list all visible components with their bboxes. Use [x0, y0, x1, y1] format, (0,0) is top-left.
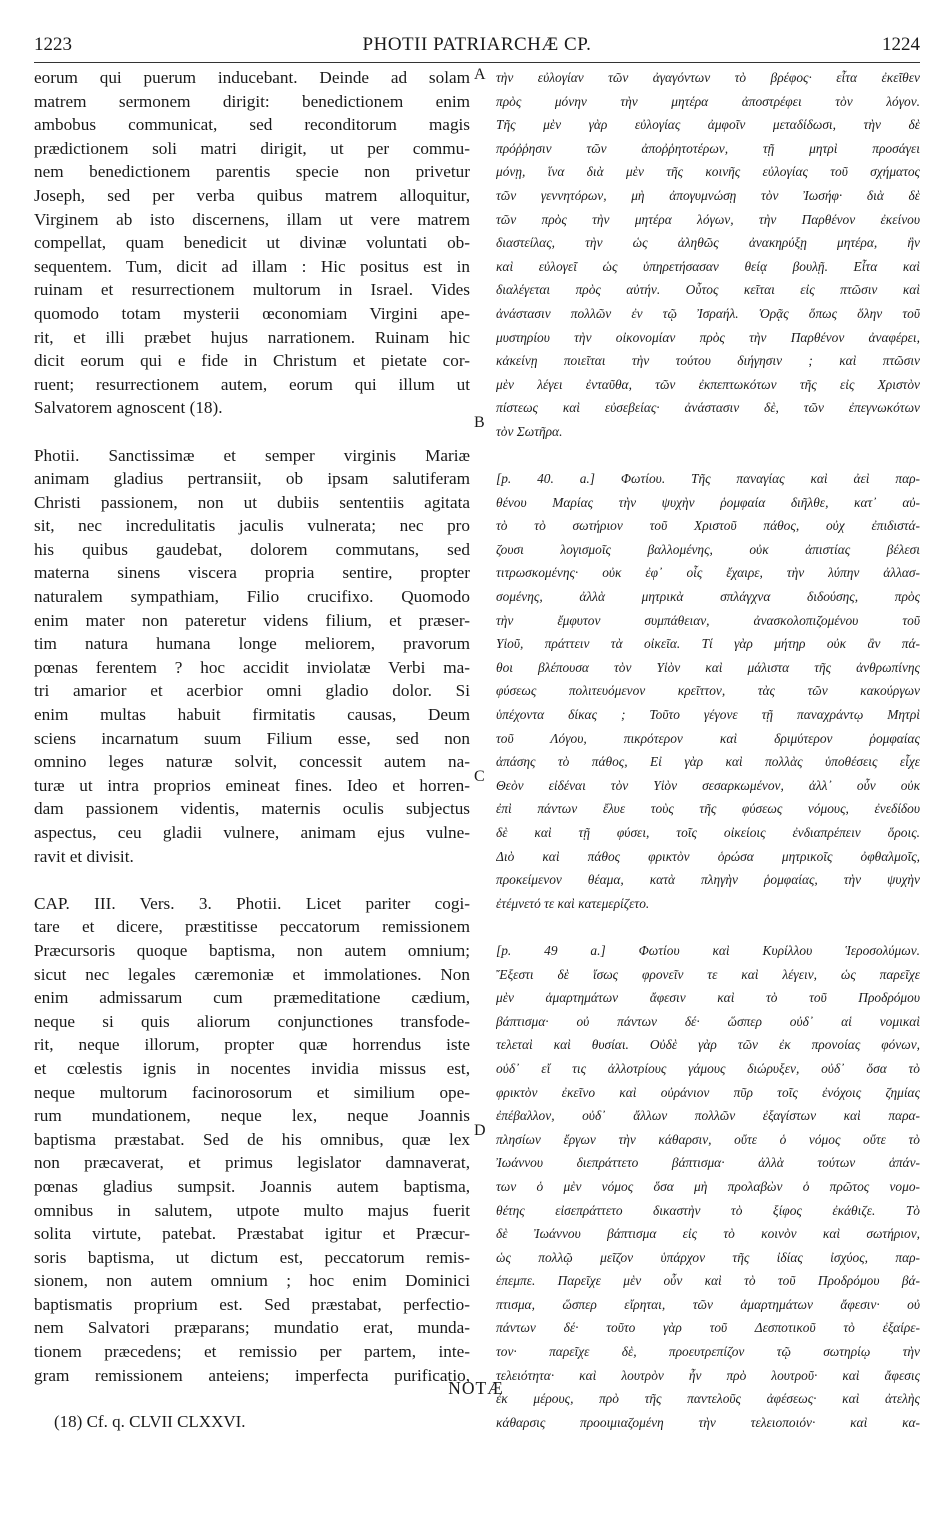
latin-text-line: CAP. III. Vers. 3. Photii. Licet pariter cogi-	[34, 893, 470, 913]
margin-letter-d: D	[474, 1122, 486, 1139]
greek-text-line: τον· παρεῖχε δὲ, προευτρεπίζον τῷ σωτηρίῳ τὴν	[496, 1344, 920, 1360]
latin-text-line: matrem sermonem dirigit: benedictionem enim	[34, 91, 470, 111]
latin-text-line: ravit et divisit.	[34, 846, 134, 866]
latin-text-line: turæ ut intra proprios emineat fines. Ideo et horren-	[34, 775, 470, 795]
greek-text-line: θοι βλέπουσα τὸν Υἱὸν καὶ μάλιστα τῆς ἀνθρωπίνης	[496, 659, 920, 675]
greek-text-line: πρὸς μόνην τὴν μητέρα ἀποστρέφει τὸν λόγον.	[496, 93, 920, 109]
greek-text-line: Διὸ καὶ πάθος φρικτὸν ὁρώσα μητρικοῖς ὀφθαλμοῖς,	[496, 848, 920, 864]
latin-text-line: rit, et illi præbet hujus narrationem. Ruinam hic	[34, 327, 470, 347]
greek-column	[496, 66, 920, 1434]
greek-text-line: τὸ τὸ σωτήριον τοῦ Χριστοῦ πάθος, οὐχ ἐπιδιστά-	[496, 518, 920, 534]
margin-letter-a: A	[474, 66, 486, 83]
greek-text-line: φρικτὸν ἐκεῖνο καὶ οὐράνιον πῦρ τοῖς ἐνόχοις ζημίας	[496, 1084, 920, 1100]
greek-text-line: τὴν εὐλογίαν τῶν ἀγαγόντων τὸ βρέφος· εἶτα ἐκεῖθεν	[496, 70, 920, 85]
latin-text-line: sionem, non autem omnium ; hoc enim Dominici	[34, 1271, 470, 1291]
latin-text-line: enim mater non pateretur videns filium, et præser-	[34, 610, 470, 630]
margin-letter-c: C	[474, 768, 485, 785]
greek-text-line: δὲ καὶ τῇ φύσει, τοῖς οἰκείοις ἐνδιαπρέπειν ὅροις.	[496, 825, 920, 840]
greek-text-line: έπεμπε. Παρεῖχε μὲν οὖν καὶ τὸ τοῦ Προδρόμου βά-	[496, 1273, 920, 1289]
latin-text-line: neque si quis aliorum conjunctiones transfode-	[34, 1011, 470, 1031]
greek-text-line: Τῆς μὲν γὰρ εὐλογίας ἀμφοῖν μεταδίδωσι, τὴν δὲ	[496, 117, 920, 133]
greek-text-line: τιτρωσκομένης· οὐκ ἐφ᾿ οἷς ἔχαιρε, τὴν λύπην ἀλλασ-	[496, 565, 920, 581]
latin-text-line: animam gladius pertransiit, ob ipsam salutiferam	[34, 469, 470, 489]
latin-text-line: materna sinens viscera propria sentire, propter	[34, 563, 470, 583]
greek-text-line: ἁπάσης τὸ πάθος, Εἰ γὰρ καὶ πολλὰς ὑποθέσεις εἶχε	[496, 754, 920, 770]
greek-text-line: διαστείλας, τὴν ὡς ἀληθῶς ἀνακηρύξῃ μητέρα, ἣν	[496, 235, 920, 251]
latin-text-line: sit, nec incredulitatis jaculis vulnerata; nec pro	[34, 516, 470, 536]
greek-text-line: ἀνάστασιν πολλῶν ἐν τῷ Ἰσραήλ. Ὁρᾷς ὅπως ὅλην τοῦ	[496, 305, 920, 321]
latin-text-line: tri amarior et acerbior omni gladio dolor. Si	[34, 681, 470, 701]
greek-text-line: προκείμενον θέαμα, κατὰ πληγὴν ῥομφαίας, τὴν ψυχὴν	[496, 872, 920, 888]
greek-text-line: τοῦ Λόγου, πικρότερον καὶ δριμύτερον ῥομφαίας	[496, 730, 920, 746]
paragraph-gap	[34, 868, 470, 892]
latin-text-line: Salvatorem agnoscent (18).	[34, 398, 223, 418]
latin-text-line: compellat, quam benedicit ut divinæ voluntati ob-	[34, 233, 470, 253]
latin-text-line: Joseph, sed per verba quibus matrem alloquitur,	[34, 185, 470, 205]
greek-text-line: κάθαρσις προοιμιαζομένη τὴν τελειοποιόν· καὶ κα-	[496, 1414, 920, 1430]
latin-text-line: prædictionem soli matri dirigit, ut per commu-	[34, 138, 470, 158]
latin-text-line: tim natura humana longe meliorem, pravorum	[34, 634, 470, 654]
latin-text-line: gram remissionem anteiens; imperfecta purificatio,	[34, 1365, 470, 1385]
paragraph-gap	[496, 915, 920, 939]
greek-text-line: ἐπέβαλλον, οὐδ᾿ ἄλλων πολλῶν ἐξαγίστων καὶ παρα-	[496, 1108, 920, 1124]
greek-text-line: τῶν πρὸς τὴν μητέρα λόγων, τὴν Παρθένον ἐκείνου	[496, 211, 920, 227]
greek-text-line: πίστεως καὶ εὐσεβείας· ἀνάστασιν δὲ, τῶν ἐπεγνωκότων	[496, 400, 920, 416]
page-header	[34, 34, 920, 60]
latin-text-line: sciens incarnatum suum Filium esse, sed non	[34, 728, 470, 748]
greek-text-line: Ἔξεστι δὲ ἴσως φρονεῖν τε καὶ λέγειν, ὡς παρεῖχε	[496, 966, 920, 982]
latin-text-line: eorum qui puerum inducebant. Deinde ad solam	[34, 68, 470, 87]
latin-text-line: naturalem sympathiam, Filio crucifixo. Quomodo	[34, 587, 470, 607]
page-number-right: 1224	[882, 34, 920, 55]
latin-text-line: sicut nec legales cæremoniæ et immolationes. Non	[34, 964, 470, 984]
latin-text-line: Virginem ab isto discernens, illam ut vere matrem	[34, 209, 470, 229]
page-number-left: 1223	[34, 34, 72, 55]
latin-text-line: ambobus communicat, sed reconditorum magis	[34, 115, 470, 135]
paragraph-gap	[496, 444, 920, 468]
greek-text-line: [p. 40. a.] Φωτίου. Τῆς παναγίας καὶ ἀεὶ παρ-	[496, 471, 920, 487]
latin-text-line: pœnas ferentem ? hoc accidit inviolatæ Verbi ma-	[34, 657, 470, 677]
latin-text-line: dicit eorum qui e fide in Christum et pietate cor-	[34, 351, 470, 371]
latin-text-line: baptismatis proprium est. Sed præstabat, perfectio-	[34, 1294, 470, 1314]
latin-text-line: non præcaverat, et primus legislator damnaverat,	[34, 1153, 470, 1173]
latin-text-line: enim multas habuit firmitatis causas, Deum	[34, 705, 470, 725]
greek-text-line: καὶ εὐλογεῖ ὡς ὑπηρετήσασαν θείᾳ βουλῇ. Εἶτα καὶ	[496, 258, 920, 274]
latin-text-line: omnino leges naturæ solvit, concessit autem na-	[34, 752, 470, 772]
greek-text-line: ὑπέχοντα δίκας ; Τοῦτο γέγονε τῇ παναχράντῳ Μητρὶ	[496, 707, 920, 723]
latin-text-line: baptisma præstabat. Sed de his omnibus, quæ lex	[34, 1129, 470, 1149]
latin-text-line: ruinam et resurrectionem multorum in Israel. Vides	[34, 280, 470, 300]
greek-text-line: τὴν ἔμφυτον συμπάθειαν, ἀνασκολοπιζομένου τοῦ	[496, 612, 920, 628]
notes-title: NOTÆ	[448, 1378, 504, 1398]
greek-text-line: Υἱοῦ, πράττειν τὰ οἰκεῖα. Τί γὰρ μήτηρ οὐκ ἂν πά-	[496, 636, 920, 652]
greek-text-line: πάντων δέ· τοῦτο γὰρ τοῦ Δεσποτικοῦ τὸ ἐξαίρε-	[496, 1320, 920, 1336]
greek-text-line: ὡς πολλῷ μεῖζον ὑπάρχον τῆς ἰδίας ἰσχύος, παρ-	[496, 1249, 920, 1265]
latin-text-line: pœnas gladius sumpsit. Joannis autem baptisma,	[34, 1176, 470, 1196]
greek-text-line: πτισμα, ὥσπερ εἴρηται, τῶν ἁμαρτημάτων ἄφεσιν· οὐ	[496, 1296, 920, 1312]
header-rule	[34, 62, 920, 63]
greek-text-line: ζουσι λογισμοῖς βαλλομένης, οὐκ ἀπιστίας βέλεσι	[496, 541, 920, 557]
greek-text-line: μυστηρίου τὴν οἰκονομίαν πρὸς τὴν Παρθένον ἀναφέρει,	[496, 329, 920, 345]
greek-text-line: ἐτέμνετό τε καὶ κατεμερίζετο.	[496, 895, 650, 911]
greek-text-line: μόνῃ, ἵνα διὰ μὲν τῆς κοινῆς εὐλογίας τοῦ σχήματος	[496, 164, 920, 180]
greek-text-line: φύσεως πολιτευόμενον κρεῖττον, τὰς τῶν κακούργων	[496, 683, 920, 699]
latin-text-line: soris baptisma, ut dictum est, peccatorum remis-	[34, 1247, 470, 1267]
greek-text-line: οὐδ᾿ εἴ τις ἀλλοτρίους γάμους διώρυξεν, οὐδ᾿ ὅσα τὸ	[496, 1060, 920, 1076]
greek-text-line: θέτης εἰσεπράττετο δικαστὴν τὸ ξίφος ἐκάθιζε. Τὸ	[496, 1202, 920, 1218]
latin-text-line: rum mundationem, neque lex, neque Joannis	[34, 1106, 470, 1126]
greek-text-line: μὲν λέγει ἐνταῦθα, τῶν ἐκπεπτωκότων τῆς εἰς Χριστὸν	[496, 376, 920, 392]
greek-text-line: των ὁ μὲν νόμος ὅσα μὴ προλαβὼν ὁ πρῶτος νομο-	[496, 1178, 920, 1194]
greek-text-line: Θεὸν εἰδέναι τὸν Υἱὸν σεσαρκωμένον, ἀλλ᾿ οὖν οὐκ	[496, 777, 920, 793]
greek-text-line: τῶν γεννητόρων, μὴ ἀπογυμνώσῃ τὸν Ἰωσήφ· διὰ δὲ	[496, 187, 920, 203]
latin-column	[34, 66, 470, 1387]
latin-text-line: tionem præcedens; et remissio per partem, inte-	[34, 1342, 470, 1362]
greek-text-line: [p. 49 a.] Φωτίου καὶ Κυρίλλου Ἱεροσολύμων.	[496, 942, 920, 958]
greek-text-line: κἀκείνῃ ποιεῖται τὴν τούτου διήγησιν ; καὶ πτῶσιν	[496, 353, 920, 369]
latin-text-line: ruent; resurrectionem autem, eorum qui illum ut	[34, 374, 470, 394]
latin-text-line: tare et dicere, præstitisse peccatorum remissionem	[34, 917, 470, 937]
latin-text-line: Christi passionem, non ut dubiis sententiis agitata	[34, 492, 470, 512]
greek-text-line: τελεταὶ καὶ θυσίαι. Οὐδὲ γὰρ τῶν ἐκ προνοίας φόνων,	[496, 1037, 920, 1053]
greek-text-line: θένου Μαρίας τὴν ψυχὴν ῥομφαία διῆλθε, κατ᾿ αὐ-	[496, 494, 920, 510]
greek-text-line: μὲν ἁμαρτημάτων ἄφεσιν καὶ τὸ τοῦ Προδρόμου	[496, 990, 920, 1006]
latin-text-line: et cœlestis ignis in nocentes invidia missus est,	[34, 1058, 470, 1078]
greek-text-line: ἐκ μέρους, πρὸ τῆς παντελοῦς ἀφέσεως· καὶ ἀτελὴς	[496, 1391, 920, 1407]
latin-text-line: dam passionem videntis, maternis oculis subjectus	[34, 799, 470, 819]
latin-text-line: nem Salvatori præparans; mundatio erat, munda-	[34, 1318, 470, 1338]
latin-text-line: nem benedictionem parentis specie non privetur	[34, 162, 470, 182]
greek-text-line: τελειότητα· καὶ λουτρὸν ἦν πρὸ λουτροῦ· καὶ ἄφεσις	[496, 1367, 920, 1383]
greek-text-line: σομένης, ἀλλὰ μητρικὰ σπλάγχνα διδούσης, πρὸς	[496, 589, 920, 605]
latin-text-line: aspectus, ceu gladii vulnere, animam ejus vulne-	[34, 823, 470, 842]
greek-text-line: Ἰωάννου διεπράττετο βάπτισμα· ἀλλὰ τούτων ἁπάν-	[496, 1155, 920, 1171]
latin-text-line: omnibus in salutem, utpote multo majus fuerit	[34, 1200, 470, 1220]
greek-text-line: πρόῤῥησιν τῶν ἀποῤῥητοτέρων, τῇ μητρὶ προσάγει	[496, 140, 920, 156]
greek-text-line: τὸν Σωτῆρα.	[496, 423, 563, 439]
latin-text-line: solita virtute, patebat. Præstabat igitur et Præcur-	[34, 1224, 470, 1244]
running-title: PHOTII PATRIARCHÆ CP.	[362, 34, 592, 55]
paragraph-gap	[34, 420, 470, 444]
margin-letter-b: B	[474, 414, 485, 431]
latin-text-line: Præcursoris quoque baptisma, non autem omnium;	[34, 940, 470, 960]
footnote: (18) Cf. q. CLVII CLXXVI.	[54, 1412, 246, 1431]
latin-text-line: his quibus gaudebat, dolorem commutans, sed	[34, 539, 470, 559]
latin-text-line: neque multorum facinorosorum et similium ope-	[34, 1082, 470, 1102]
greek-text-line: διαλέγεται πρὸς αὐτήν. Οὗτος κεῖται εἰς πτῶσιν καὶ	[496, 282, 920, 298]
greek-text-line: ἐπὶ πάντων ἔλυε τοὺς τῆς φύσεως νόμους, ἐνεδίδου	[496, 801, 920, 817]
latin-text-line: Photii. Sanctissimæ et semper virginis Mariæ	[34, 445, 470, 465]
latin-text-line: enim admissarum cum præmeditatione cædium,	[34, 988, 470, 1008]
latin-text-line: rit, neque illorum, propter quæ horrendus iste	[34, 1035, 470, 1055]
greek-text-line: δὲ Ἰωάννου βάπτισμα εἰς τὸ κοινὸν καὶ σωτήριον,	[496, 1226, 920, 1242]
greek-text-line: πλησίων ἔργων τὴν κάθαρσιν, οὔτε ὁ νόμος οὔτε τὸ	[496, 1131, 920, 1147]
latin-text-line: sequentem. Tum, dicit ad illam : Hic positus est in	[34, 256, 470, 276]
latin-text-line: quomodo totam mysterii œconomiam Virgini ape-	[34, 303, 470, 323]
greek-text-line: βάπτισμα· οὐ πάντων δέ· ὥσπερ οὐδ᾿ αἱ νομικαὶ	[496, 1013, 920, 1029]
